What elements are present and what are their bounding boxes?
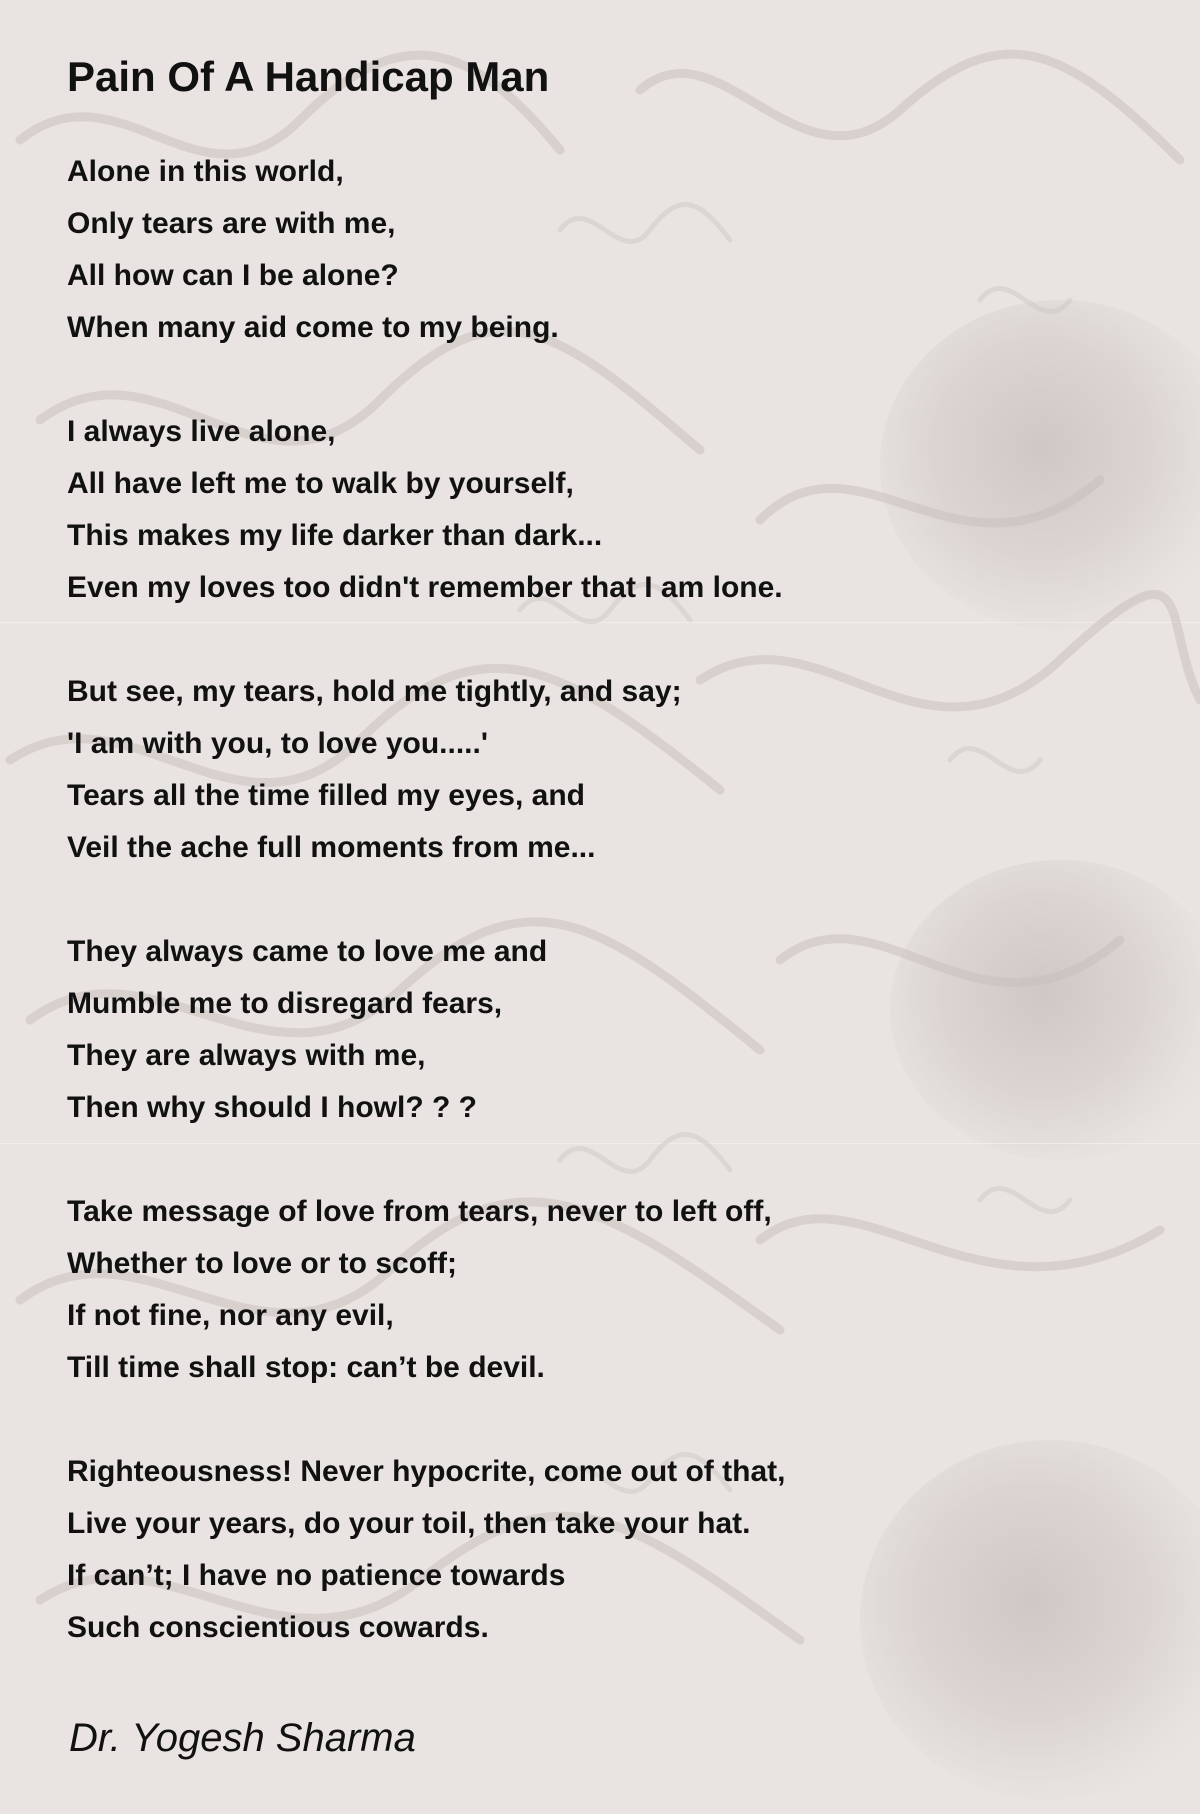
- poem-line: Veil the ache full moments from me...: [67, 831, 596, 864]
- author-signature: Dr. Yogesh Sharma: [69, 1716, 416, 1760]
- poem-line: If can’t; I have no patience towards: [67, 1559, 566, 1592]
- poem-line: If not fine, nor any evil,: [67, 1299, 394, 1332]
- poem-line: Only tears are with me,: [67, 207, 396, 240]
- stanza-3: [67, 666, 1147, 874]
- poem-line: Then why should I howl? ? ?: [67, 1091, 477, 1124]
- stanza-1: [67, 146, 1147, 354]
- poem-line: Live your years, do your toil, then take your hat.: [67, 1507, 751, 1540]
- poem-line: All have left me to walk by yourself,: [67, 467, 574, 500]
- poem-body: [67, 146, 1147, 1654]
- poem-line: When many aid come to my being.: [67, 311, 559, 344]
- poem-line: Mumble me to disregard fears,: [67, 987, 503, 1020]
- stanza-2: [67, 406, 1147, 614]
- stanza-6: [67, 1446, 1147, 1654]
- poem-line: This makes my life darker than dark...: [67, 519, 603, 552]
- poem-line: 'I am with you, to love you.....': [67, 727, 488, 760]
- poem-line: Tears all the time filled my eyes, and: [67, 779, 585, 812]
- poem-line: Righteousness! Never hypocrite, come out of that,: [67, 1455, 786, 1488]
- poem-line: Such conscientious cowards.: [67, 1611, 489, 1644]
- stanza-5: [67, 1186, 1147, 1394]
- stanza-4: [67, 926, 1147, 1134]
- poem-container: [67, 48, 1147, 1654]
- poem-line: Till time shall stop: can’t be devil.: [67, 1351, 545, 1384]
- poem-line: Take message of love from tears, never to left off,: [67, 1195, 772, 1228]
- poem-line: Alone in this world,: [67, 155, 344, 188]
- poem-line: I always live alone,: [67, 415, 336, 448]
- poem-line: Whether to love or to scoff;: [67, 1247, 457, 1280]
- poem-line: Even my loves too didn't remember that I am lone.: [67, 571, 783, 604]
- poem-line: All how can I be alone?: [67, 259, 399, 292]
- poem-line: But see, my tears, hold me tightly, and say;: [67, 675, 682, 708]
- poem-line: They are always with me,: [67, 1039, 426, 1072]
- poem-line: They always came to love me and: [67, 935, 548, 968]
- poem-title: Pain Of A Handicap Man: [67, 53, 550, 100]
